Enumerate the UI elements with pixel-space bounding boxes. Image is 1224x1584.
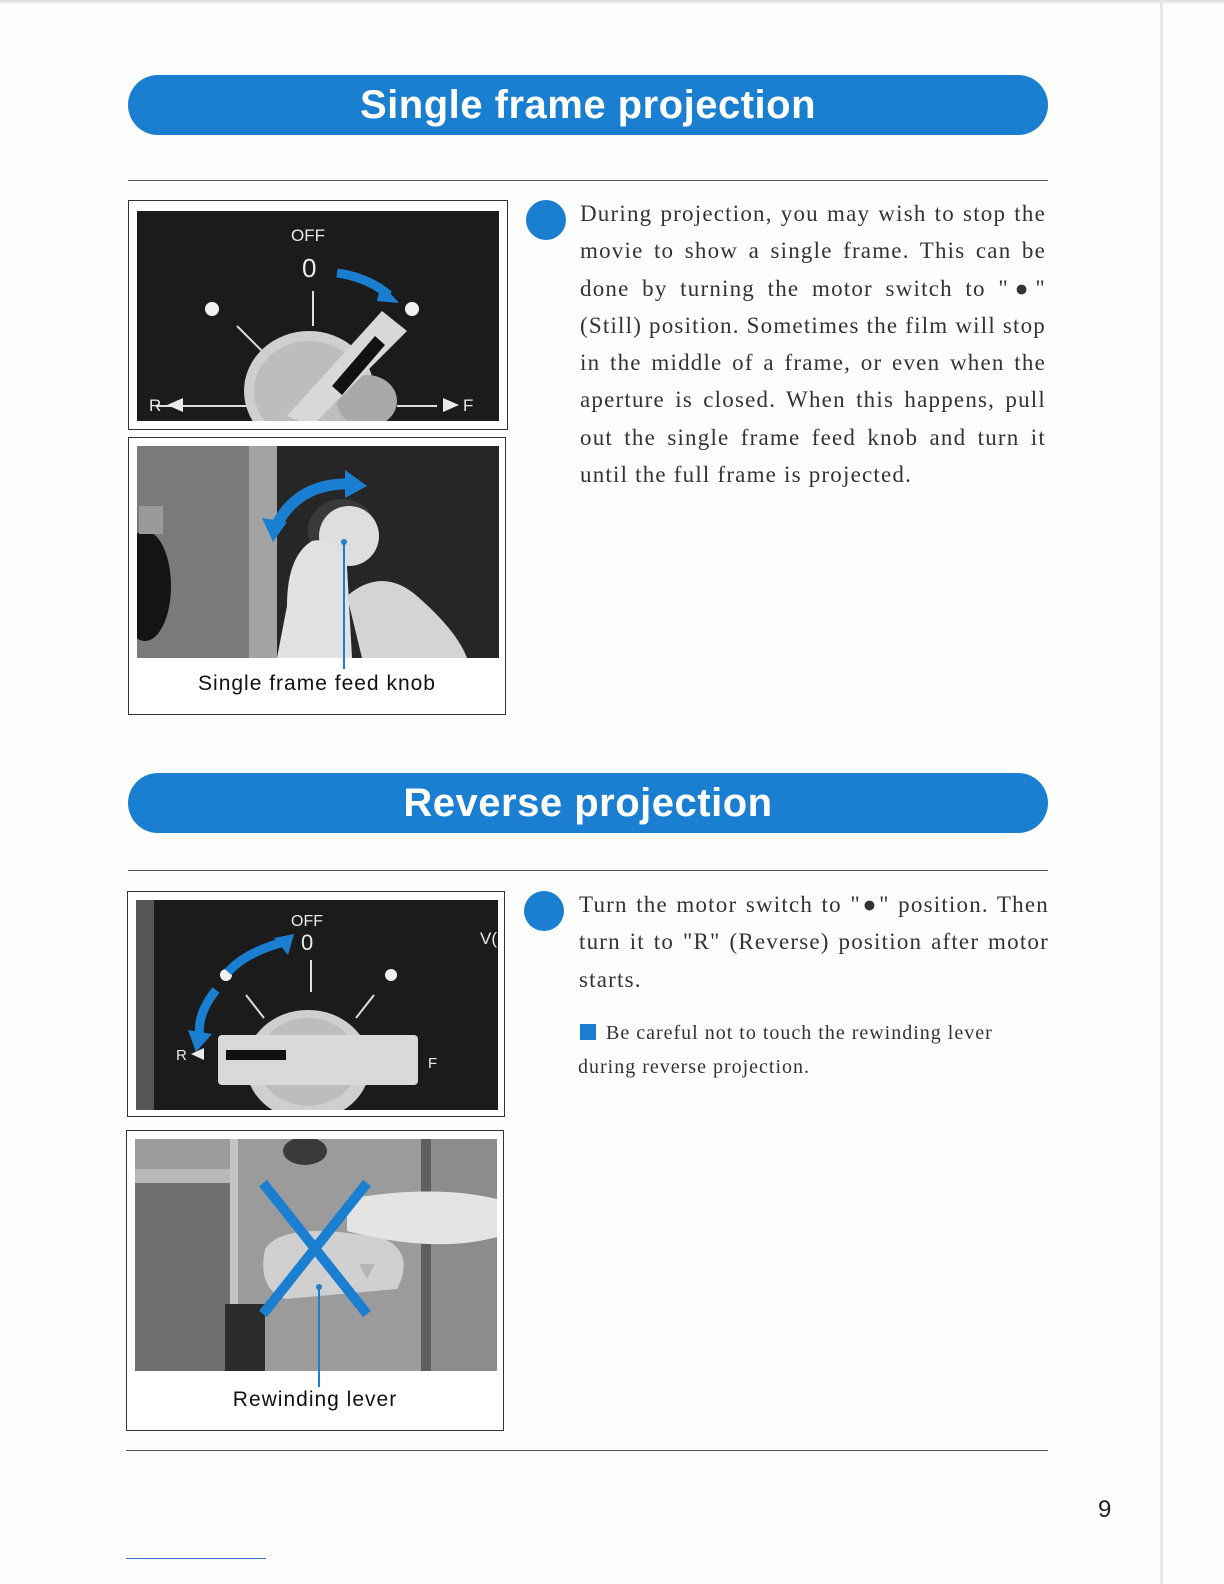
rewinding-lever-caption: Rewinding lever xyxy=(232,1388,398,1411)
off-zero-label: 0 xyxy=(301,930,314,955)
bullet-dot xyxy=(526,200,566,240)
rewinding-lever-callout-line xyxy=(318,1287,320,1387)
motor-switch-figure xyxy=(128,200,508,430)
page-right-edge xyxy=(1160,0,1163,1584)
section-heading-single-frame: Single frame projection xyxy=(128,75,1048,135)
page-number: 9 xyxy=(1098,1496,1112,1523)
section-rule xyxy=(128,870,1048,871)
rewinding-lever-figure xyxy=(126,1130,504,1431)
rewinding-lever-photo xyxy=(135,1139,497,1371)
bottom-rule xyxy=(126,1450,1048,1451)
reverse-switch-figure xyxy=(127,891,505,1117)
edge-text: V( xyxy=(480,929,497,948)
section-rule xyxy=(128,180,1048,181)
feed-knob-callout-line xyxy=(343,541,345,669)
off-label: OFF xyxy=(291,226,325,245)
motor-switch-photo xyxy=(137,211,499,421)
forward-f-label: F xyxy=(428,1055,438,1072)
single-frame-paragraph: During projection, you may wish to stop the movie to show a single frame. This can be done by turning the motor switch to "●" (Still) position. Sometimes the film will stop in the middle of a frame, or even when the aperture is closed. When this happens, pull out the single frame feed knob and turn it until the full frame is projected. xyxy=(580,201,1047,488)
section-heading-reverse: Reverse projection xyxy=(128,773,1048,833)
off-label: OFF xyxy=(291,913,323,930)
reverse-switch-photo xyxy=(136,900,498,1110)
forward-f-label: F xyxy=(463,396,474,415)
reverse-paragraph: Turn the motor switch to "●" position. Then turn it to "R" (Reverse) position after motor starts. xyxy=(579,892,1049,992)
off-zero-label: 0 xyxy=(302,253,317,283)
page-top-edge xyxy=(0,0,1224,4)
link-underline xyxy=(126,1558,266,1559)
feed-knob-caption: Single frame feed knob xyxy=(198,672,436,695)
reverse-note: Be careful not to touch the rewinding lever during reverse projection. xyxy=(578,1022,993,1078)
feed-knob-photo xyxy=(137,446,499,658)
reverse-r-label: R xyxy=(149,396,162,415)
bullet-dot xyxy=(524,891,564,931)
feed-knob-figure xyxy=(128,437,506,715)
reverse-r-label: R xyxy=(176,1047,187,1064)
